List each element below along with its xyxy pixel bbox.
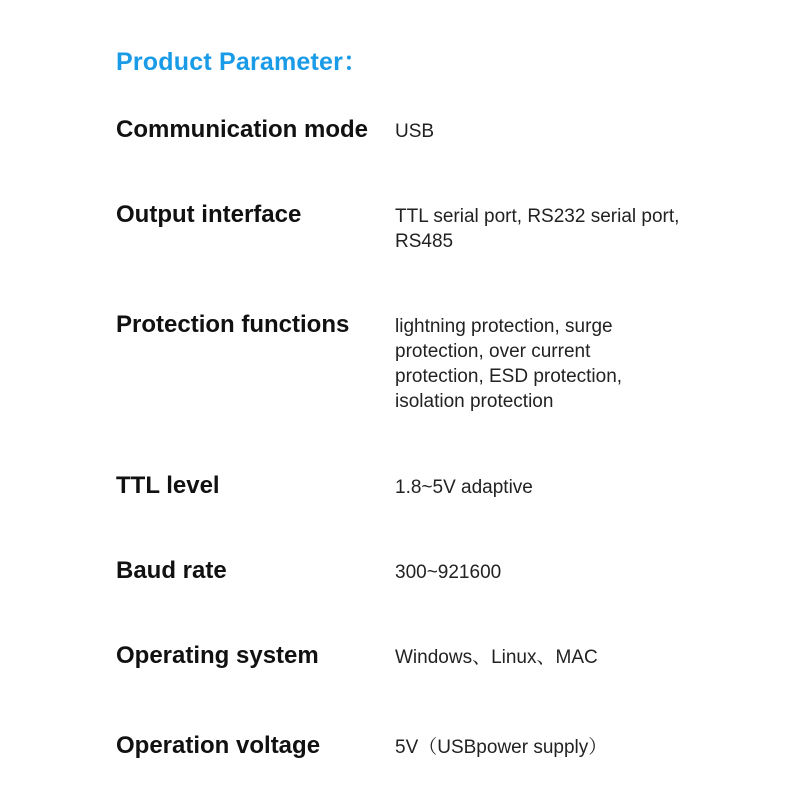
param-value: [395, 560, 725, 585]
param-label: Baud rate: [116, 557, 227, 584]
param-value: [395, 119, 725, 144]
param-value-line: protection, ESD protection,: [395, 366, 623, 387]
param-value: [395, 475, 725, 500]
param-value-line: 5V（USBpower supply）: [395, 737, 608, 758]
param-value-line: isolation protection: [395, 391, 554, 412]
param-value: [395, 645, 725, 670]
param-value-line: USB: [395, 121, 435, 142]
param-value-line: TTL serial port, RS232 serial port,: [395, 206, 680, 227]
param-value-line: lightning protection, surge: [395, 316, 613, 337]
page-title: Product Parameter：: [116, 48, 369, 76]
param-label: TTL level: [116, 472, 220, 499]
param-label: Communication mode: [116, 116, 369, 143]
param-value-line: protection, over current: [395, 341, 591, 362]
param-value-line: Windows、Linux、MAC: [395, 647, 598, 668]
param-label: Output interface: [116, 201, 302, 228]
param-value: [395, 204, 725, 254]
param-value-line: 300~921600: [395, 562, 502, 583]
param-value-line: 1.8~5V adaptive: [395, 477, 533, 498]
param-label: Operation voltage: [116, 732, 321, 759]
param-label: Operating system: [116, 642, 319, 669]
param-value: [395, 735, 725, 760]
param-value-line: RS485: [395, 231, 454, 252]
param-label: Protection functions: [116, 311, 350, 338]
param-value: [395, 314, 725, 414]
